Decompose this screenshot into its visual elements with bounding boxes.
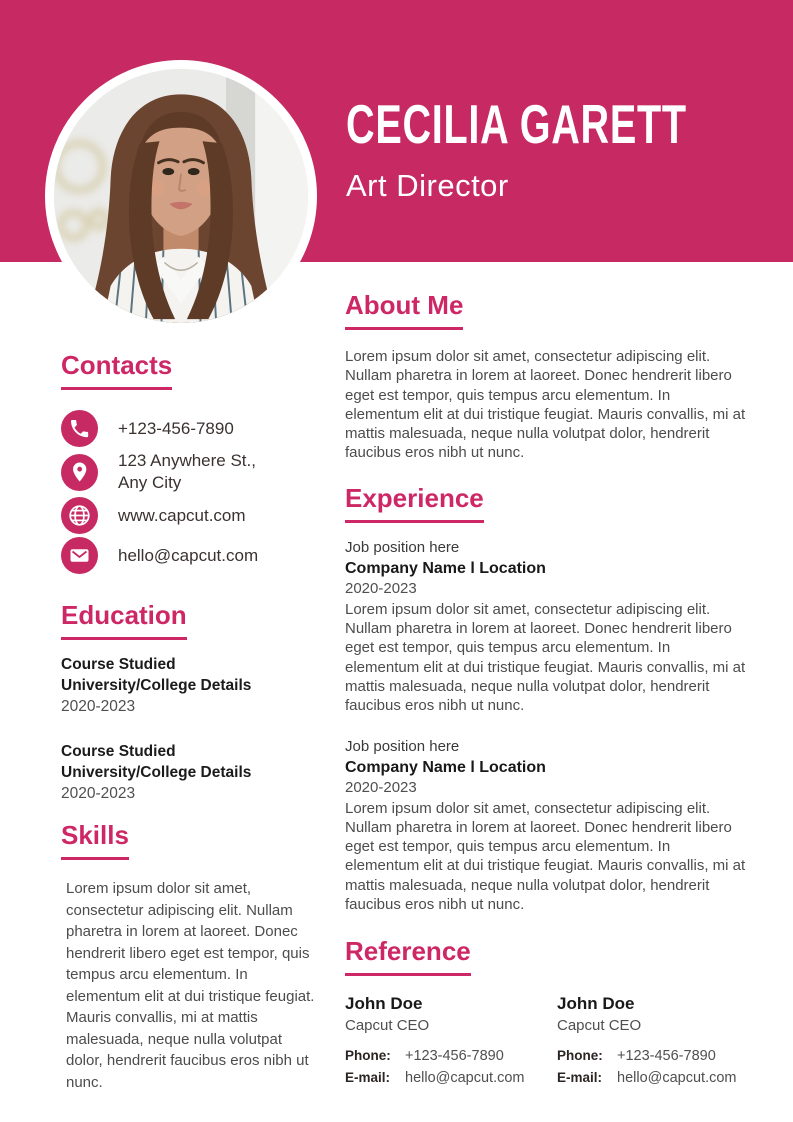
- education-years: 2020-2023: [61, 698, 136, 715]
- education-entry: [61, 654, 315, 717]
- reference-name: John Doe: [557, 994, 635, 1014]
- reference-person: [345, 993, 535, 1086]
- about-heading: About Me: [345, 292, 463, 330]
- reference-email-value[interactable]: hello@capcut.com: [617, 1070, 737, 1087]
- globe-icon: [61, 497, 98, 534]
- contact-phone-value[interactable]: +123-456-7890: [118, 418, 234, 438]
- reference-email-label: E-mail:: [557, 1070, 603, 1086]
- profile-photo: [45, 60, 317, 332]
- person-name: CECILIA GARETT: [346, 93, 687, 155]
- reference-person: [557, 993, 747, 1086]
- education-school: University/College Details: [61, 677, 252, 694]
- education-years: 2020-2023: [61, 785, 136, 802]
- job-position: Job position here: [345, 538, 460, 556]
- education-course: Course Studied: [61, 743, 176, 760]
- contact-address-value: 123 Anywhere St., Any City: [118, 451, 256, 492]
- job-position: Job position here: [345, 737, 460, 755]
- education-course: Course Studied: [61, 656, 176, 673]
- left-column: [61, 352, 315, 1093]
- contact-row-email: [61, 537, 315, 574]
- reference-phone-value[interactable]: +123-456-7890: [405, 1048, 504, 1065]
- contact-email-value[interactable]: hello@capcut.com: [118, 545, 259, 565]
- location-icon: [61, 454, 98, 491]
- contact-row-website: [61, 497, 315, 534]
- reference-title: Capcut CEO: [557, 1017, 642, 1035]
- reference-heading: Reference: [345, 938, 471, 976]
- reference-section: [345, 938, 747, 1086]
- education-entry: [61, 741, 315, 804]
- reference-contacts: [345, 1048, 535, 1086]
- contact-row-address: [61, 450, 315, 494]
- experience-job: [345, 538, 747, 716]
- about-section: [345, 292, 747, 463]
- skills-section: [61, 822, 315, 1093]
- contacts-heading: Contacts: [61, 352, 172, 390]
- reference-email-value[interactable]: hello@capcut.com: [405, 1070, 525, 1087]
- experience-job: [345, 737, 747, 915]
- job-description: Lorem ipsum dolor sit amet, consectetur adipiscing elit. Nullam pharetra in lorem at laoreet. Donec hendrerit libero eget est tempor, quis tempus arcu elementum. In elementum elit at dui tristique feugiat. Mauris convallis, mi at mattis malesuada, neque nulla volutpat dolor, hendrerit faucibus eros nibh ut nunc.: [345, 600, 746, 715]
- job-years: 2020-2023: [345, 778, 417, 796]
- contact-list: [61, 410, 315, 574]
- job-years: 2020-2023: [345, 579, 417, 597]
- reference-email-row: [557, 1070, 747, 1086]
- contact-website-value[interactable]: www.capcut.com: [118, 505, 246, 525]
- experience-heading: Experience: [345, 485, 484, 523]
- phone-icon: [61, 410, 98, 447]
- header-text-block: [346, 93, 793, 204]
- email-icon: [61, 537, 98, 574]
- reference-email-label: E-mail:: [345, 1070, 391, 1086]
- education-heading: Education: [61, 602, 187, 640]
- profile-photo-illustration: [54, 69, 308, 323]
- job-description: Lorem ipsum dolor sit amet, consectetur adipiscing elit. Nullam pharetra in lorem at laoreet. Donec hendrerit libero eget est tempor, quis tempus arcu elementum. In elementum elit at dui tristique feugiat. Mauris convallis, mi at mattis malesuada, neque nulla volutpat dolor, hendrerit faucibus eros nibh ut nunc.: [345, 799, 746, 914]
- skills-text: Lorem ipsum dolor sit amet, consectetur adipiscing elit. Nullam pharetra in lorem at laoreet. Donec hendrerit libero eget est tempor, quis tempus arcu elementum. In elementum elit at dui tristique feugiat. Mauris convallis, mi at mattis malesuada, neque nulla volutpat dolor, hendrerit faucibus eros nibh ut nunc.: [66, 880, 315, 1091]
- reference-name: John Doe: [345, 994, 423, 1014]
- reference-contacts: [557, 1048, 747, 1086]
- skills-heading: Skills: [61, 822, 129, 860]
- reference-title: Capcut CEO: [345, 1017, 430, 1035]
- education-school: University/College Details: [61, 764, 252, 781]
- reference-phone-row: [557, 1048, 747, 1064]
- experience-section: [345, 482, 747, 915]
- contact-row-phone: [61, 410, 315, 447]
- reference-phone-value[interactable]: +123-456-7890: [617, 1048, 716, 1065]
- reference-people: [345, 993, 747, 1086]
- reference-phone-label: Phone:: [557, 1048, 603, 1064]
- about-text: Lorem ipsum dolor sit amet, consectetur adipiscing elit. Nullam pharetra in lorem at laoreet. Donec hendrerit libero eget est tempor, quis tempus arcu elementum. In elementum elit at dui tristique feugiat. Mauris convallis, mi at mattis malesuada, neque nulla volutpat dolor, hendrerit faucibus eros nibh ut nunc.: [345, 348, 746, 462]
- reference-phone-row: [345, 1048, 535, 1064]
- contacts-section: [61, 352, 315, 574]
- job-company: Company Name l Location: [345, 559, 546, 577]
- job-company: Company Name l Location: [345, 758, 546, 776]
- right-column: [345, 292, 747, 1086]
- reference-email-row: [345, 1070, 535, 1086]
- education-section: [61, 602, 315, 804]
- reference-phone-label: Phone:: [345, 1048, 391, 1064]
- person-job-title: Art Director: [346, 168, 509, 203]
